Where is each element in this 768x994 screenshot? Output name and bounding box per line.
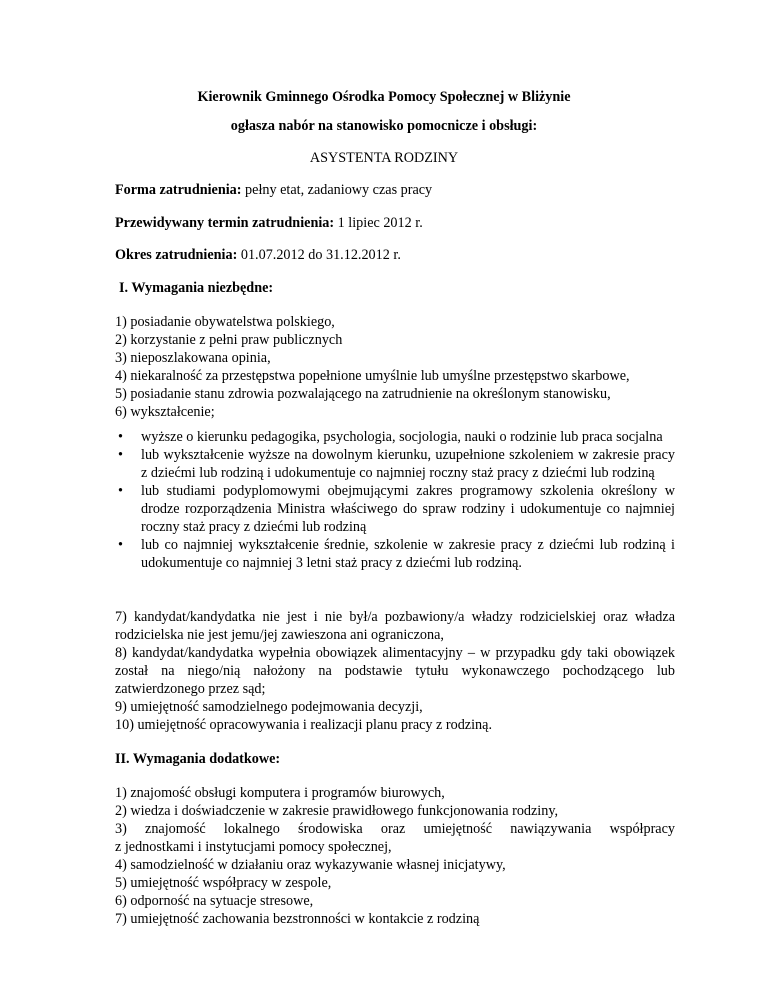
list-item: z jednostkami i instytucjami pomocy społecznej, [115,839,392,855]
bullet-icon: • [118,537,123,553]
requirements-list [115,313,675,421]
list-item: 3) nieposzlakowana opinia, [115,350,271,366]
bullet-item [115,428,675,446]
field-label: Forma zatrudnienia: [115,182,242,198]
bullet-item [115,536,675,572]
list-item: 1) posiadanie obywatelstwa polskiego, [115,314,335,330]
field-value: 1 lipiec 2012 r. [334,215,423,231]
list-item: 5) posiadanie stanu zdrowia pozwalającego na zatrudnienie na określonym stanowisku, [115,386,611,402]
bullet-icon: • [118,483,123,499]
employment-period-field [115,246,675,264]
bullet-text: lub wykształcenie wyższe na dowolnym kierunku, uzupełnione szkoleniem w zakresie pracy z dziećmi lub rodziną i udokumentuje co najmniej roczny staż pracy z dziećmi lub rodziną [141,447,675,481]
section-1-heading: I. Wymagania niezbędne: [119,280,274,296]
position-name: ASYSTENTA RODZINY [309,150,459,166]
requirement-8: 8) kandydat/kandydatka wypełnia obowiązek alimentacyjny – w przypadku gdy taki obowiązek został na niego/nią nałożony na podstawie tytułu wykonawczego pochodzącego lub zatwierdzonego przez sąd; [115,645,675,697]
list-item: 5) umiejętność współpracy w zespole, [115,875,332,891]
list-item: 6) wykształcenie; [115,404,215,420]
requirement-10: 10) umiejętność opracowywania i realizacji planu pracy z rodziną. [115,717,492,733]
field-value: 01.07.2012 do 31.12.2012 r. [237,247,401,263]
field-label: Przewidywany termin zatrudnienia: [115,215,335,231]
announcement-line: ogłasza nabór na stanowisko pomocnicze i obsługi: [230,118,538,134]
bullet-text: lub co najmniej wykształcenie średnie, szkolenie w zakresie pracy z dziećmi lub rodziną i udokumentuje co najmniej 3 letni staż pracy z dziećmi lub rodziną. [141,537,675,571]
list-item: 4) samodzielność w działaniu oraz wykazywanie własnej inicjatywy, [115,857,506,873]
requirement-7: 7) kandydat/kandydatka nie jest i nie był/a pozbawiony/a władzy rodzicielskiej oraz władza rodzicielska nie jest jemu/jej zawieszona ani ograniczona, [115,609,675,643]
bullet-item [115,482,675,536]
education-bullet-list [115,428,675,572]
bullet-item [115,446,675,482]
additional-requirements-list [115,784,675,928]
employment-form-field [115,181,675,199]
bullet-text: wyższe o kierunku pedagogika, psychologia, socjologia, nauki o rodzinie lub praca socjalna [141,429,663,445]
field-label: Okres zatrudnienia: [115,247,238,263]
list-item: 7) umiejętność zachowania bezstronności w kontakcie z rodziną [115,911,480,927]
list-item: 3) znajomość lokalnego środowiska oraz umiejętność nawiązywania współpracy [115,821,675,837]
field-value: pełny etat, zadaniowy czas pracy [241,182,433,198]
list-item: 1) znajomość obsługi komputera i programów biurowych, [115,785,445,801]
section-2-heading: II. Wymagania dodatkowe: [115,751,281,767]
list-item: 6) odporność na sytuacje stresowe, [115,893,314,909]
bullet-icon: • [118,447,123,463]
bullet-text: lub studiami podyplomowymi obejmującymi zakres programowy szkolenia określony w drodze rozporządzenia Ministra właściwego do spraw rodziny i udokumentuje co najmniej roczny staż pracy z dziećmi lub rodziną [141,483,675,535]
document-title: Kierownik Gminnego Ośrodka Pomocy Społecznej w Bliżynie [197,89,571,105]
list-item: 2) korzystanie z pełni praw publicznych [115,332,343,348]
list-item: 4) niekaralność za przestępstwa popełnione umyślnie lub umyślne przestępstwo skarbowe, [115,368,630,384]
list-item: 2) wiedza i doświadczenie w zakresie prawidłowego funkcjonowania rodziny, [115,803,559,819]
employment-date-field [115,214,675,232]
requirement-9: 9) umiejętność samodzielnego podejmowania decyzji, [115,699,423,715]
bullet-icon: • [118,429,123,445]
